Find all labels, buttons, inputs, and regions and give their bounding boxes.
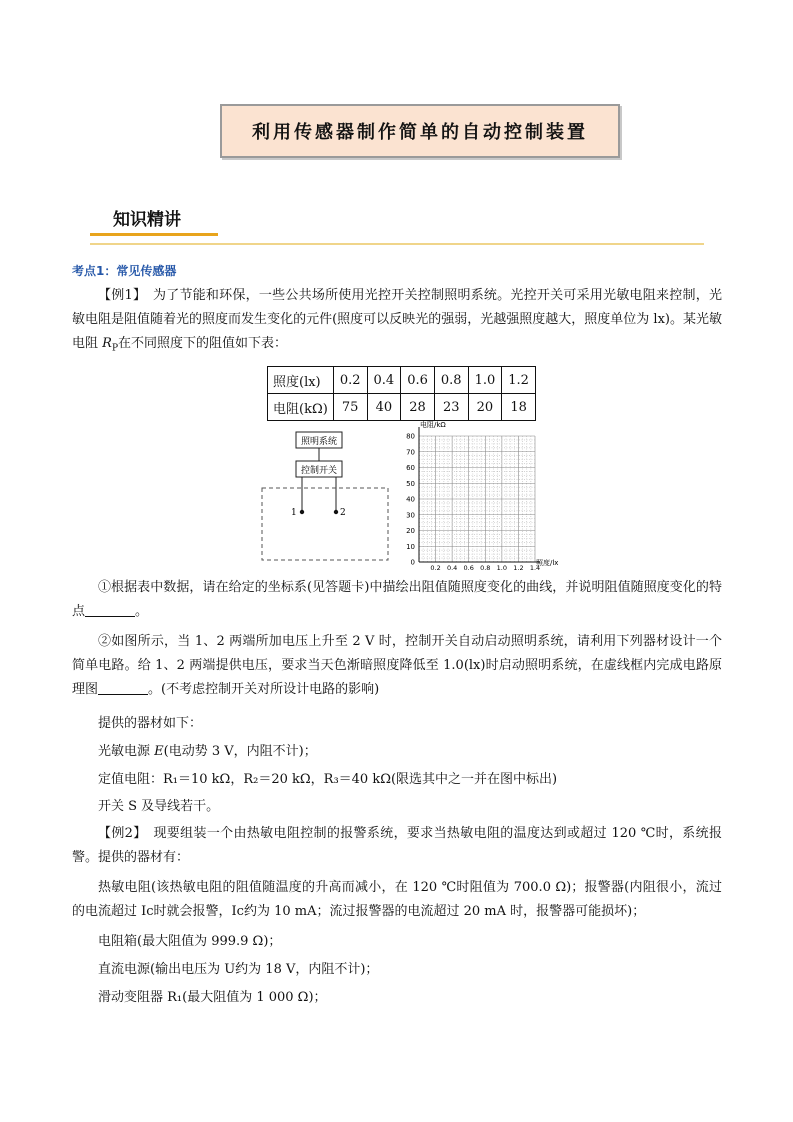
x-tick-label: 0.6 [463, 564, 474, 572]
table-cell: 75 [333, 394, 367, 421]
y-tick-label: 10 [406, 542, 415, 551]
question-1: ①根据表中数据，请在给定的坐标系(见答题卡)中描绘出阻值随照度变化的曲线，并说明阻值随照度变化的特点 。 [72, 580, 722, 619]
table-cell: 1.0 [468, 367, 502, 394]
terminal-label-2: 2 [340, 508, 346, 518]
table-cell: 照度(lx) [268, 367, 334, 394]
terminal-dot-2 [334, 510, 338, 514]
topic-label: 考点1：常见传感器 [72, 264, 177, 278]
table-cell: 0.6 [401, 367, 435, 394]
resistance-table [267, 366, 536, 421]
table-cell: 18 [502, 394, 536, 421]
y-tick-label: 0 [410, 558, 415, 567]
x-tick-label: 0.4 [446, 564, 458, 572]
resistance-box: 电阻箱(最大阻值为 999.9 Ω)； [98, 934, 282, 949]
control-switch-label: 控制开关 [300, 466, 338, 476]
fixed-resistors: 定值电阻：R₁＝10 kΩ，R₂＝20 kΩ，R₃＝40 kΩ(限选其中之一并在图中标出) [98, 772, 558, 787]
y-axis-title: 电阻/kΩ [420, 421, 446, 429]
y-tick-label: 50 [406, 479, 415, 488]
dc-source: 直流电源(输出电压为 U约为 18 V，内阻不计)； [98, 962, 379, 977]
table-row [268, 367, 536, 394]
heading-underline [90, 233, 218, 236]
table-cell: 电阻(kΩ) [268, 394, 334, 421]
y-tick-label: 40 [406, 495, 415, 504]
resistance-graph [395, 418, 559, 572]
section-heading: 知识精讲 [113, 210, 181, 230]
x-axis-title: 照度/lx [536, 559, 559, 567]
circuit-diagram [260, 430, 392, 564]
graph-grid [419, 436, 535, 562]
question-2: ②如图所示，当 1、2 两端所加电压上升至 2 V 时，控制开关自动启动照明系统，请利用下列器材设计一个简单电路。给 1、2 两端提供电压，要求当天色渐暗照度降低至 1.0(lx)时启动照明系统，在虚线框内完成电路原理图 。(不考虑控制开关对所设计电路的影响) [72, 634, 722, 697]
y-tick-label: 70 [406, 448, 415, 457]
table-cell: 1.2 [502, 367, 536, 394]
y-tick-label: 80 [406, 432, 415, 441]
example1-intro: 【例1】 为了节能和环保，一些公共场所使用光控开关控制照明系统。光控开关可采用光敏电阻来控制，光敏电阻是阻值随着光的照度而发生变化的元件(照度可以反映光的强弱，光越强照度越大，照度单位为 lx)。某光敏电阻 $R_P$在不同照度下的阻值如下表： [72, 288, 722, 354]
y-tick-labels [406, 433, 415, 567]
y-tick-label: 60 [406, 464, 415, 472]
y-tick-label: 20 [406, 527, 415, 535]
terminal-dot-1 [300, 510, 304, 514]
switch-and-wires: 开关 S 及导线若干。 [98, 799, 220, 814]
table-cell: 20 [468, 394, 502, 421]
table-cell: 0.4 [367, 367, 401, 394]
heading-divider [90, 243, 704, 245]
x-tick-label: 1.2 [513, 564, 524, 572]
answer-blank-2 [98, 680, 148, 695]
x-tick-label: 1.4 [529, 564, 541, 572]
dashed-design-frame [262, 488, 388, 560]
table-cell: 0.2 [333, 367, 367, 394]
terminal-label-1: 1 [291, 508, 297, 518]
answer-blank-1 [85, 602, 135, 617]
document-title: 利用传感器制作简单的自动控制装置 [220, 104, 620, 158]
table-cell: 0.8 [434, 367, 468, 394]
y-tick-label: 30 [406, 511, 415, 520]
x-tick-labels [430, 564, 540, 572]
example2-intro: 【例2】 现要组装一个由热敏电阻控制的报警系统，要求当热敏电阻的温度达到或超过 120 ℃时，系统报警。提供的器材有： [72, 826, 722, 865]
thermistor-and-alarm: 热敏电阻(该热敏电阻的阻值随温度的升高而减小，在 120 ℃时阻值为 700.0 Ω)；报警器(内阻很小，流过的电流超过 Ic时就会报警，Ic约为 10 mA；流过报警器的电流超过 20 mA 时，报警器可能损坏)； [72, 880, 722, 919]
table-cell: 23 [434, 394, 468, 421]
x-tick-label: 0.8 [480, 564, 491, 572]
rheostat: 滑动变阻器 R₁(最大阻值为 1 000 Ω)； [98, 990, 327, 1005]
table-cell: 40 [367, 394, 401, 421]
rp-symbol: R [102, 336, 112, 351]
table-cell: 28 [401, 394, 435, 421]
power-source: 光敏电源 E(电动势 3 V，内阻不计)； [98, 744, 317, 759]
table-row [268, 394, 536, 421]
x-tick-label: 1.0 [496, 564, 508, 572]
equipment-title: 提供的器材如下： [98, 716, 203, 731]
lighting-system-label: 照明系统 [300, 437, 338, 447]
x-tick-label: 0.2 [430, 564, 441, 572]
